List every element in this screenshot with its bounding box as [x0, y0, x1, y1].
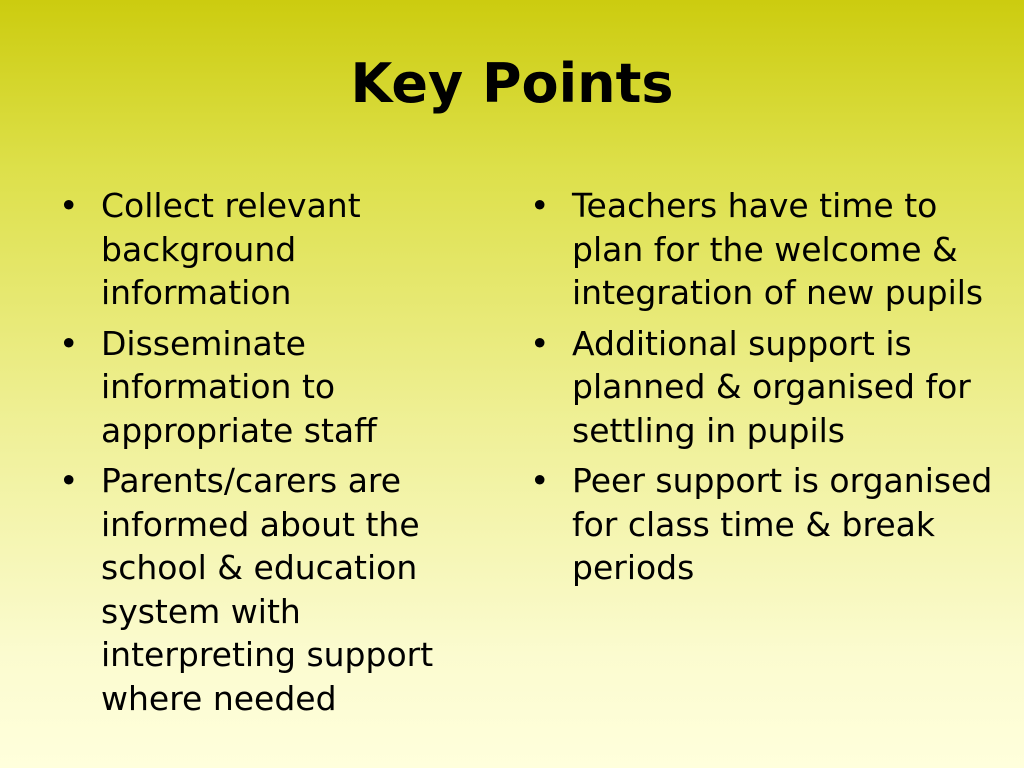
bullet-item	[56, 459, 492, 720]
bullet-dot-icon: •	[530, 323, 550, 363]
bullet-dot-icon: •	[59, 323, 79, 363]
bullet-dot-icon: •	[59, 461, 79, 500]
bullet-text: Collect relevant background information	[101, 186, 361, 312]
bullet-text: Peer support is organised for class time & break periods	[572, 461, 993, 587]
bullet-text: Parents/carers are informed about the school & education system with interpreting support where needed	[101, 461, 434, 718]
bullet-text: Additional support is planned & organised for settling in pupils	[572, 323, 971, 450]
bullet-item	[527, 184, 997, 315]
bullet-item	[527, 322, 997, 453]
bullet-item	[527, 459, 997, 590]
bullet-dot-icon: •	[530, 186, 550, 225]
left-bullet-list	[56, 184, 492, 727]
right-bullet-list	[527, 184, 997, 597]
bullet-item	[56, 322, 492, 453]
bullet-text: Disseminate information to appropriate staff	[101, 323, 377, 450]
bullet-item	[56, 184, 492, 315]
bullet-dot-icon: •	[59, 186, 79, 225]
bullet-text: Teachers have time to plan for the welcome & integration of new pupils	[572, 186, 984, 312]
bullet-dot-icon: •	[530, 461, 550, 500]
slide-title: Key Points	[350, 52, 674, 115]
